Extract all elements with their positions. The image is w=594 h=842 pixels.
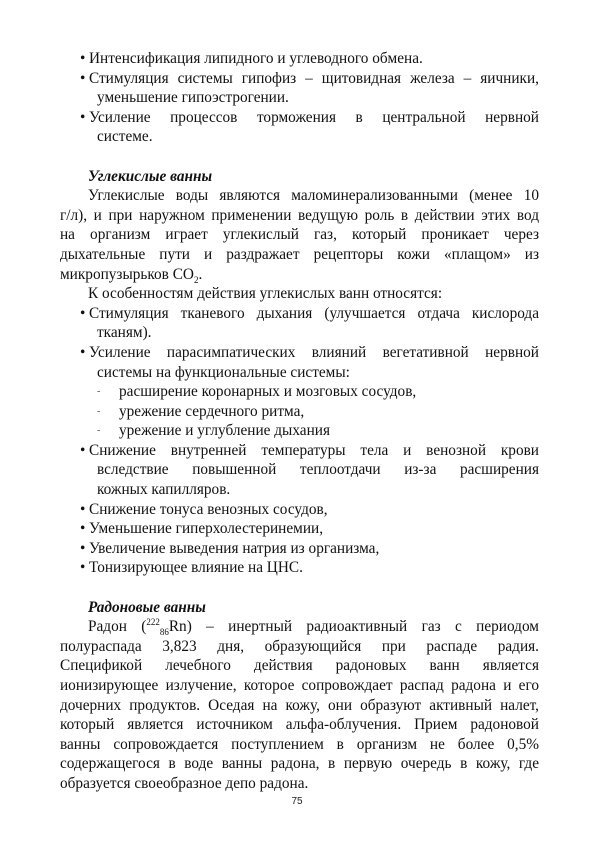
list-item-text: Усиление парасимпатических влияний вегетативной нервной — [89, 343, 539, 361]
list-item-text: Снижение тонуса венозных сосудов, — [89, 500, 328, 518]
list-item-text: системе. — [97, 128, 153, 146]
section-heading: Углекислые ванны — [88, 167, 213, 185]
text-line: микропузырьков $CO_2$. — [60, 265, 203, 285]
list-item — [60, 304, 539, 343]
bullet-mark: • — [80, 500, 86, 518]
section-heading: Радоновые ванны — [88, 598, 206, 616]
dash-mark: - — [97, 405, 101, 417]
list-item-text: кожных капилляров. — [97, 481, 231, 499]
list-item — [60, 441, 539, 500]
list-item-text: Стимуляция системы гипофиз – щитовидная железа – яичники, — [89, 69, 539, 87]
bullet-mark: • — [80, 108, 86, 126]
list-item — [60, 49, 539, 69]
paragraph: К особенностям действия углекислых ванн относятся: — [88, 285, 443, 303]
list-item-text: Тонизирующее влияние на ЦНС. — [89, 559, 303, 577]
list-item — [60, 343, 539, 382]
bullet-mark: • — [80, 343, 86, 361]
page-content — [60, 49, 539, 794]
list-item — [60, 69, 539, 108]
bullet-mark: • — [80, 50, 86, 67]
text-line: который является источником альфа-облучения. Прием радоновой — [60, 716, 539, 734]
list-item — [60, 500, 539, 520]
bullet-mark: • — [80, 69, 86, 87]
text-line: содержащегося в воде ванны радона, в первую очередь в кожу, где — [60, 755, 539, 773]
list-item-text: уменьшение гипоэстрогении. — [97, 89, 289, 107]
text-line: ванны сопровождается поступлением в организм не более 0,5% — [60, 735, 539, 753]
list-item-text: системы на функциональные системы: — [97, 363, 350, 381]
sub-list-item — [60, 382, 539, 402]
text-line: образуется своеобразное депо радона. — [60, 774, 309, 792]
bullet-mark: • — [80, 559, 86, 577]
list-item-text: Снижение внутренней температуры тела и венозной крови — [89, 441, 539, 459]
list-item-text: Интенсификация липидного и углеводного обмена. — [89, 50, 423, 67]
text-line: Радон ($^{222}_{86}$Rn) – инертный радиоактивный газ с периодом — [88, 617, 539, 638]
list-item — [60, 108, 539, 147]
list-item-text: Уменьшение гиперхолестеринемии, — [89, 520, 324, 538]
text-line: Углекислые воды являются маломинерализованными (менее 10 — [88, 187, 539, 205]
list-item-text: Увеличение выведения натрия из организма, — [89, 539, 380, 557]
text-line: Спецификой лечебного действия радоновых ванн является — [60, 657, 539, 675]
dash-mark: - — [97, 386, 101, 398]
paragraph — [60, 186, 539, 206]
sub-list-item — [60, 421, 539, 441]
list-item-text: Стимуляция тканевого дыхания (улучшается отдача кислорода — [89, 304, 539, 322]
text-line: полураспада 3,823 дня, образующийся при распаде радия. — [60, 637, 539, 655]
list-item-text: тканям). — [97, 324, 152, 342]
list-item-text: вследствие повышенной теплоотдачи из-за расширения — [97, 461, 539, 479]
list-item — [60, 519, 539, 539]
list-item — [60, 539, 539, 559]
sub-list-item-text: урежение и углубление дыхания — [119, 422, 330, 440]
sub-list-item-text: урежение сердечного ритма, — [119, 402, 305, 420]
sub-list-item — [60, 402, 539, 422]
text-line: дочерних продуктов. Оседая на кожу, они образуют активный налет, — [60, 696, 539, 714]
bullet-mark: • — [80, 520, 86, 538]
dash-mark: - — [97, 425, 101, 437]
text-line: г/л), и при наружном применении ведущую роль в действии этих вод — [60, 206, 539, 224]
bullet-mark: • — [80, 304, 86, 322]
bullet-mark: • — [80, 441, 86, 459]
bullet-mark: • — [80, 539, 86, 557]
list-item-text: Усиление процессов торможения в центральной нервной — [89, 108, 539, 126]
sub-list-item-text: расширение коронарных и мозговых сосудов, — [119, 383, 417, 401]
text-line: ионизирующее излучение, которое сопровождает распад радона и его — [60, 677, 539, 694]
list-item — [60, 558, 539, 578]
text-line: на организм играет углекислый газ, который проникает через — [60, 226, 539, 244]
text-line: дыхательные пути и раздражает рецепторы кожи «плащом» из — [60, 245, 539, 263]
page-number: 75 — [291, 796, 303, 807]
